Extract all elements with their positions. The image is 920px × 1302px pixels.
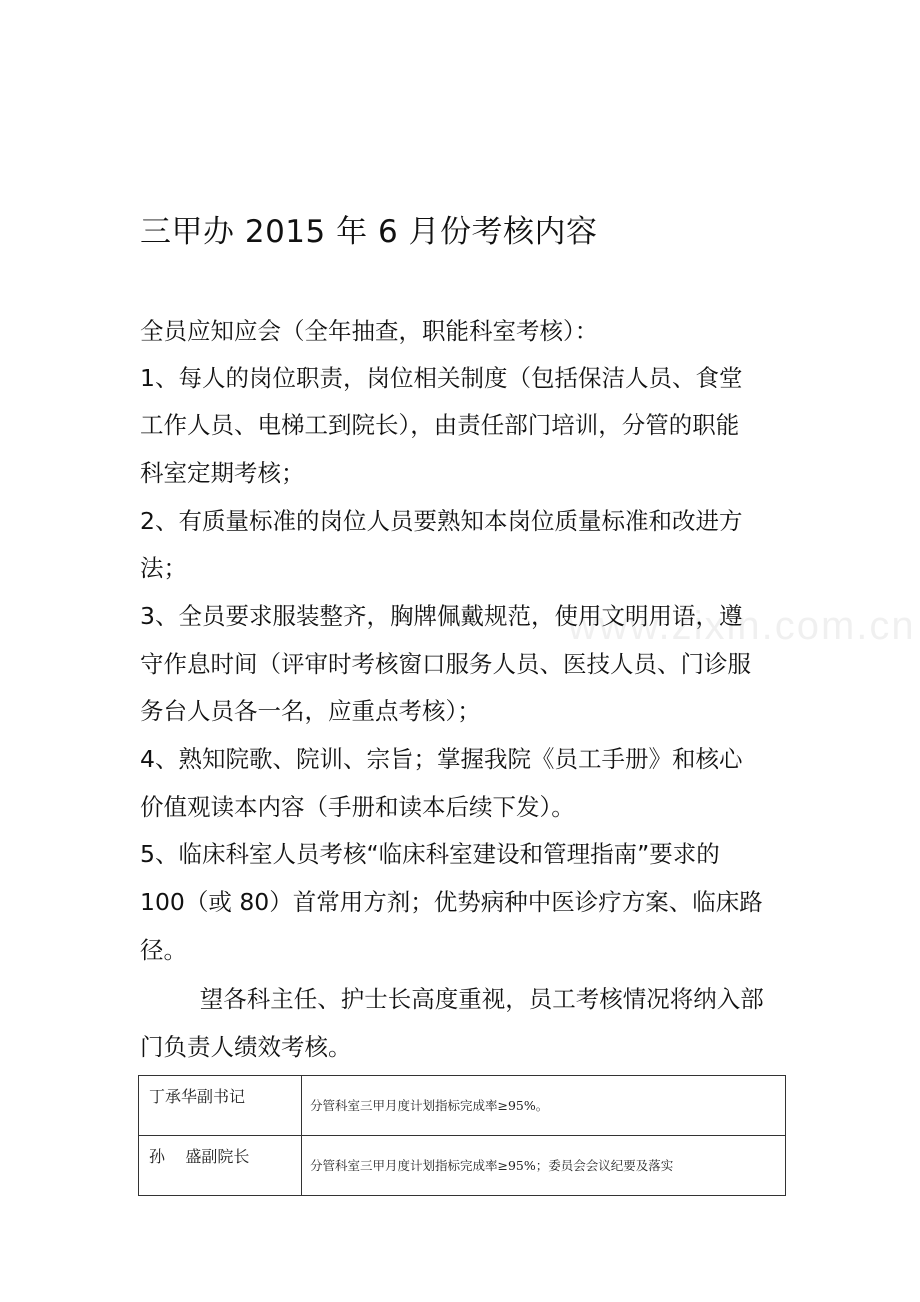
table-row [139, 1076, 786, 1136]
item-1-line-1: 1、每人的岗位职责，岗位相关制度（包括保洁人员、食堂 [140, 364, 743, 392]
watermark: www.zixin.com.cn [568, 604, 916, 648]
item-1-line-2: 工作人员、电梯工到院长），由责任部门培训，分管的职能 [140, 411, 740, 439]
responsible-person: 孙 盛副院长 [139, 1136, 302, 1196]
item-2-line-2: 法； [140, 554, 187, 582]
closing-line-1: 望各科主任、护士长高度重视，员工考核情况将纳入部 [140, 985, 764, 1013]
item-5-line-3: 径。 [140, 936, 187, 964]
item-4-line-2: 价值观读本内容（手册和读本后续下发）。 [140, 793, 575, 821]
item-3-line-1: 3、全员要求服装整齐，胸牌佩戴规范，使用文明用语，遵 [140, 602, 743, 630]
item-4-line-1: 4、熟知院歌、院训、宗旨；掌握我院《员工手册》和核心 [140, 745, 743, 773]
intro-line: 全员应知应会（全年抽查，职能科室考核）： [140, 317, 599, 345]
item-3-line-3: 务台人员各一名，应重点考核）； [140, 697, 481, 725]
document-title: 三甲办 2015 年 6 月份考核内容 [140, 214, 598, 250]
closing-line-2: 门负责人绩效考核。 [140, 1033, 352, 1061]
item-2-line-1: 2、有质量标准的岗位人员要熟知本岗位质量标准和改进方 [140, 507, 743, 535]
item-5-line-1: 5、临床科室人员考核“临床科室建设和管理指南”要求的 [140, 840, 720, 868]
responsibility-task: 分管科室三甲月度计划指标完成率≥95%；委员会会议纪要及落实 [302, 1136, 786, 1196]
responsibility-task: 分管科室三甲月度计划指标完成率≥95%。 [302, 1076, 786, 1136]
responsibility-table [138, 1075, 786, 1196]
item-5-line-2: 100（或 80）首常用方剂；优势病种中医诊疗方案、临床路 [140, 888, 763, 916]
table-row [139, 1136, 786, 1196]
item-3-line-2: 守作息时间（评审时考核窗口服务人员、医技人员、门诊服 [140, 650, 751, 678]
item-1-line-3: 科室定期考核； [140, 459, 305, 487]
responsible-person: 丁承华副书记 [139, 1076, 302, 1136]
